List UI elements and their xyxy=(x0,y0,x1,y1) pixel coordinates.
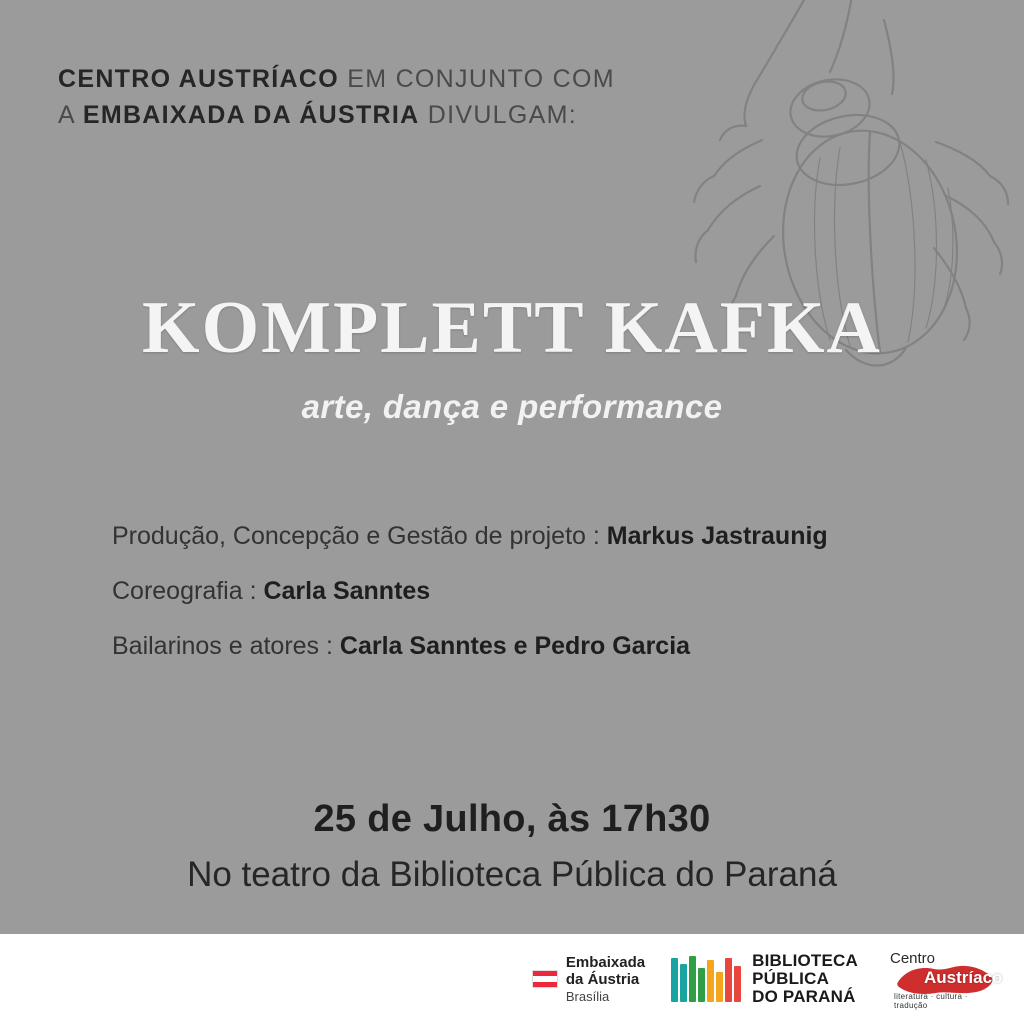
credits-block xyxy=(112,524,972,689)
header-org-secondary: EMBAIXADA DA ÁUSTRIA xyxy=(82,100,420,129)
header-line-2-prefix: A xyxy=(58,100,83,129)
biblioteca-line-3: DO PARANÁ xyxy=(752,987,856,1006)
credit-value: Carla Sanntes xyxy=(263,577,431,605)
biblioteca-line-2: PÚBLICA xyxy=(752,968,830,988)
event-date: 25 de Julho, às 17h30 xyxy=(313,798,711,840)
credit-row xyxy=(112,634,972,659)
austria-flag-icon xyxy=(532,970,558,988)
centro-word-2: Austríaco xyxy=(924,968,1003,987)
embassy-line-3: Brasília xyxy=(565,989,610,1005)
logo-biblioteca-publica-do-parana xyxy=(671,952,858,1006)
credit-row xyxy=(112,524,972,549)
embassy-logo-text xyxy=(566,954,645,1005)
credit-value: Markus Jastraunig xyxy=(606,522,828,550)
footer-logo-bar xyxy=(0,934,1024,1024)
event-venue: No teatro da Biblioteca Pública do Paraná xyxy=(187,855,837,894)
colored-bars-icon xyxy=(671,956,743,1002)
logo-centro-austriaco xyxy=(884,944,1002,1014)
header-org-primary: CENTRO AUSTRÍACO xyxy=(58,65,339,93)
credit-label: Bailarinos e atores : xyxy=(112,632,340,660)
credit-value: Carla Sanntes e Pedro Garcia xyxy=(339,632,691,660)
credit-label: Coreografia : xyxy=(112,577,264,605)
embassy-line-1: Embaixada xyxy=(565,953,646,971)
centro-tagline: literatura · cultura · tradução xyxy=(894,992,968,1010)
header-line-2 xyxy=(58,98,738,134)
credit-row xyxy=(112,579,972,604)
poster-subtitle: arte, dança e performance xyxy=(301,388,723,425)
credit-label: Produção, Concepção e Gestão de projeto : xyxy=(112,522,607,550)
biblioteca-line-1: BIBLIOTECA xyxy=(752,950,858,970)
header-line-1 xyxy=(58,62,738,98)
embassy-line-2: da Áustria xyxy=(565,971,640,989)
header-line-1-rest: EM CONJUNTO COM xyxy=(338,65,615,93)
poster-title: KOMPLETT KAFKA xyxy=(142,287,882,369)
logo-embaixada-da-austria xyxy=(532,954,645,1005)
centro-word-1: Centro xyxy=(890,950,936,967)
poster-header xyxy=(58,62,738,133)
biblioteca-logo-text xyxy=(752,952,858,1006)
header-line-2-rest: DIVULGAM: xyxy=(419,100,577,129)
